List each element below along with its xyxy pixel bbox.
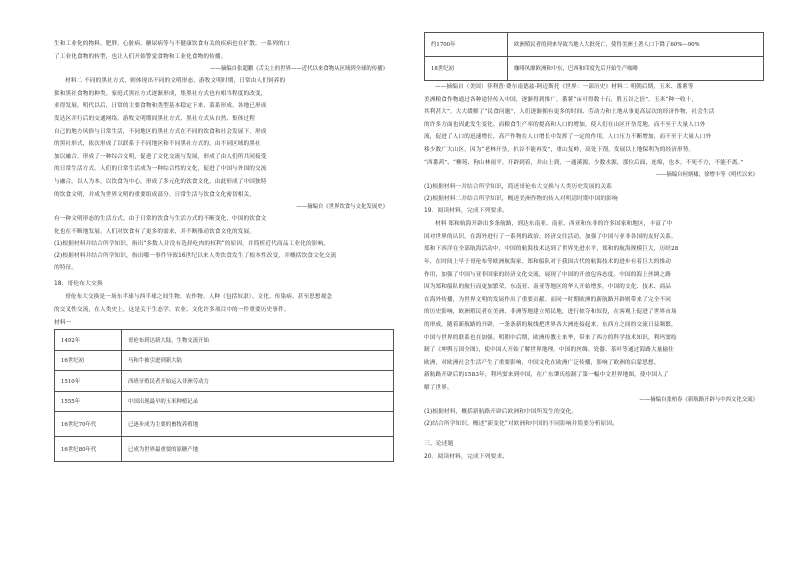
- paragraph-line: “西番茜”、“柳苑、狗山林雨平，开辟到着，并山上到，一通溪源，少数水源，那位后面，连绵，也本，不死不方，不能不离。”: [424, 159, 744, 166]
- paragraph-line: 制了《坤舆万国全图》，使中国人开始了解世界地理。中国的丝绸、瓷器、茶叶等通过海路大量输往: [424, 347, 674, 354]
- table-cell-year: 18世纪初: [425, 57, 508, 81]
- paragraph-line: 在海外传播，为世界文明的发展作出了重要贡献。而同一时期欧洲的新航路开辟则带来了完全不同: [424, 296, 671, 303]
- right-column: [424, 32, 764, 464]
- paragraph-line: 自己的地方风俗与日常生活，不同地区的黑社方式在不同的饮食和社会发展下，形成: [54, 128, 267, 135]
- paragraph-line: ——摘编自（美国）菲利普·费尔南德兹-阿迈斯托《世界：一部历史》材料二 明朝后期，玉米、番薯等: [435, 84, 694, 90]
- table-cell-year: 16世纪80年代: [55, 437, 122, 462]
- paragraph-line: 其利甚大”。大大缓解了“民食问题”，人们逐渐拥有更多的时间、劳动力和土地从事更高层次的经济作物，社会生活: [424, 109, 715, 116]
- source-citation: ——摘编自《世界饮食与文化发展史》: [296, 204, 388, 211]
- question-2-cont: 的特征。: [54, 265, 78, 272]
- intro-line: 生和工业化的物料。肥胖、心脏病、糖尿病等与不健康饮食有关的疾病也在扩散。一系列的口: [54, 41, 290, 47]
- table-row: [55, 330, 394, 351]
- paragraph-line: 的黑社形式，依次形成了以联系于不同地区和不同黑社方式的，由不同区域的黑社: [54, 141, 261, 148]
- question-1: (1)根据材料一并结合所学知识，简述哥伦布大交换与人类历史发展的关系: [424, 184, 612, 191]
- section-title: 18．哥伦布大交换: [54, 281, 103, 288]
- table-row: [55, 391, 394, 412]
- section-intro-line: 哥伦布大交换是一场东半球与西半球之间生物、农作物、人种（包括奴隶）、文化、传染病、甚至思想观念: [65, 294, 333, 301]
- table-row: [425, 57, 764, 81]
- source-citation: ——摘编自张超鹏《舌尖上的世界——近代以来食物从区域到全球的传播》: [210, 66, 388, 73]
- paragraph-line: 材料 郑和航海开辟出多条航路，到达东南亚、南亚、西亚和东非的许多国家和地区，丰富了中: [435, 221, 673, 228]
- paragraph-line: 移少数广大山区。因为“老林开垦，扒谷不能再发”，重山复岭，高处下削，发展以土地保利为的经济形势。: [424, 146, 695, 153]
- paragraph-line: 中国与世界的联系也在加强。明朝中后期，欧洲传教士来华，带来了西方的科学技术知识，利玛窦绘: [424, 334, 677, 341]
- table-cell-year: 16世纪初: [55, 350, 122, 371]
- paragraph-line: 美洲粮食作物通过各种途径传入中国，逐渐得到推广。番薯“亩可得数十石，胜五谷之倍”。玉米“种一收十，: [424, 96, 698, 103]
- table-row: [55, 371, 394, 392]
- table-cell-event: 马和牛被引进到新大陆: [122, 350, 394, 371]
- table-cell-year: 1492年: [55, 330, 122, 351]
- paragraph-line: 解了世界。: [424, 384, 453, 391]
- paragraph-line: 郑和下西洋在全部航海活动中，中国的航海技术达到了世界先进水平，郑和的航海规模巨大，历经28: [424, 246, 679, 253]
- paragraph-line: 材料二 不同的黑社方式，则体现出不同的文明形态。游牧文明时期，日常由人们饲养的: [65, 78, 286, 85]
- paragraph-line: 因为郑和船队的航行而更加繁荣，东南亚、南亚等地区的华人开始增多，中国的文化、技术、商品: [424, 284, 671, 291]
- table-row: [55, 350, 394, 371]
- question-19-2: (2)结合所学知识，概述“新变化”对欧洲和中国的不同影响并简要分析原因。: [424, 421, 618, 428]
- section-intro-line: 的交叉性交流，在人类史上，这是关于生态学、农业、文化许多项目中的一件重要历史事件。: [54, 306, 290, 313]
- paragraph-line: 作用，加强了中国与亚非国家的经济文化交流，展现了中国的开放包容态度。中国的海上丝绸之路: [424, 271, 671, 278]
- paragraph-line: 加以融合，形成了一种综合文明，促进了文化交流与发展，形成了由人们所共同接受: [54, 153, 267, 160]
- question-20-title: 20．阅读材料，完成下列要求。: [424, 454, 509, 461]
- source-citation: ——摘编自何炳棣，徐增丰等《明代以来》: [655, 172, 758, 179]
- table-row: [425, 33, 764, 57]
- table-cell-event: 欧洲殖民者的到来导致当地人大批死亡，使得美洲土著人口下降了60%—90%: [508, 33, 764, 57]
- question-19-title: 19．阅读材料，完成下列要求。: [424, 208, 509, 215]
- paragraph-line: 有一种文明形态的生活方式。由于日常的饮食与生活方式的不断变化，中国的饮食文: [54, 216, 267, 223]
- paragraph-line: 新航路开辟后的1583年，利玛窦来到中国，在广东肇庆绘制了第一幅中文世界地图，使中国人了: [424, 372, 669, 379]
- table-cell-year: 1555年: [55, 391, 122, 412]
- paragraph-line: 的许多方面也因此发生变化。而粮食生产率的提高和人口的增加，使人们在山区开垦荒地，而不至于大量人口外: [424, 121, 706, 128]
- paragraph-line: 化也在不断地发展。人们对饮食有了更多的需求，并不断推动饮食文化的发展。: [54, 228, 256, 235]
- question-2: (2)根据材料二并结合所学知识，概述美洲作物的传入对明清时期中国的影响: [424, 196, 618, 203]
- table-cell-event: 已逐步成为主要的畜牧养殖地: [122, 412, 394, 437]
- paragraph-line: 的形成。随着新航路的开辟，一条条新的航线把世界各大洲连接起来，东西方之间的交流日益频繁，: [424, 321, 677, 328]
- table-cell-year: 16世纪70年代: [55, 412, 122, 437]
- paragraph-line: 流，促进了人口的迅速增长，高产作物在人口增长中发挥了一定的作用，人口压力不断增加，而不至于大量人口外: [424, 134, 712, 141]
- paragraph-line: 年，在时间上早于哥伦布等欧洲航海家。郑和船队对于我国古代的航海技术的进步有着巨大的推动: [424, 258, 671, 265]
- material-two-right: [424, 81, 764, 181]
- table-row: [55, 412, 394, 437]
- question-19-1: (1)根据材料，概括新航路开辟后欧洲和中国所发生的变化。: [424, 409, 578, 416]
- material-19: [424, 218, 764, 394]
- table-row: [55, 437, 394, 462]
- paragraph-line: 求得发展。明代以后，日常的主要食物和类型基本稳定下来，菜系形成。各地已形成: [54, 103, 267, 110]
- question-2: (2)根据材料并结合所学知识，指出哪一事件导致16世纪以来人类饮食发生了根本性改变，并概括饮食文化交流: [54, 253, 337, 260]
- table-cell-year: 1510年: [55, 371, 122, 392]
- left-column: [54, 38, 394, 462]
- paragraph-line: 欧洲，对欧洲社会生活产生了重要影响，中国文化在欧洲广泛传播，影响了欧洲的启蒙思想。: [424, 359, 660, 366]
- table-cell-event: 已成为世界最重要的原糖产地: [122, 437, 394, 462]
- paragraph-line: 的饮食文明，并成为世界文明的重要组成部分。日常生活与饮食文化密切相关，: [54, 191, 256, 198]
- material-label: 材料一: [54, 319, 72, 326]
- timeline-table-continued: [424, 32, 764, 81]
- table-cell-event: 哥伦布到达新大陆，生物交流开始: [122, 330, 394, 351]
- material-two: [54, 75, 394, 238]
- table-cell-event: 咖啡风靡欧洲和中东，巴西和印度先后开始生产咖啡: [508, 57, 764, 81]
- section-heading: 三、论述题: [424, 441, 454, 448]
- paragraph-line: 国对世界的认识，在海外进行了一系列的政治、经济交往活动，加强了中国与亚非各国的友好关系。: [424, 233, 677, 240]
- source-citation: ——摘编自张柏春《新航路开辟与中西文化交流》: [639, 397, 758, 404]
- question-1: (1)根据材料并结合所学知识，指出“多数人并没有选择吃肉的权利”的原因，并简析近代商品工业化的影响。: [54, 241, 330, 248]
- timeline-table: [54, 329, 394, 462]
- table-cell-event: 中国出现最早的玉米种植记录: [122, 391, 394, 412]
- table-cell-event: 西班牙殖民者开始运入非洲劳动力: [122, 371, 394, 392]
- paragraph-line: 发达区并行后的交通网络。游牧文明期间黑社方式、黑社方式从自然、集体过程: [54, 115, 256, 122]
- intro-line: 了工业化食物的转型，也让人们开始警觉食物和工业化食物的传播。: [54, 53, 227, 60]
- paragraph-line: 狱和黑社食物的种类。家庭式黑社方式逐渐形成，集黑社方式也有相当程度的改变，: [54, 90, 267, 97]
- paragraph-line: 与融合。以人为本，以饮食为中心，形成了多元化的饮食文化，由此形成了中国独特: [54, 178, 267, 185]
- paragraph-line: 的日常生活方式。人们的日常生活成为一种综合性的文化，促进了中国与外国的交流: [54, 166, 267, 173]
- table-cell-year: 约1700年: [425, 33, 508, 57]
- paragraph-line: 的历史影响，欧洲殖民者在美洲、非洲等地建立殖民地，进行掠夺和奴役，在客观上促进了世界市场: [424, 309, 677, 316]
